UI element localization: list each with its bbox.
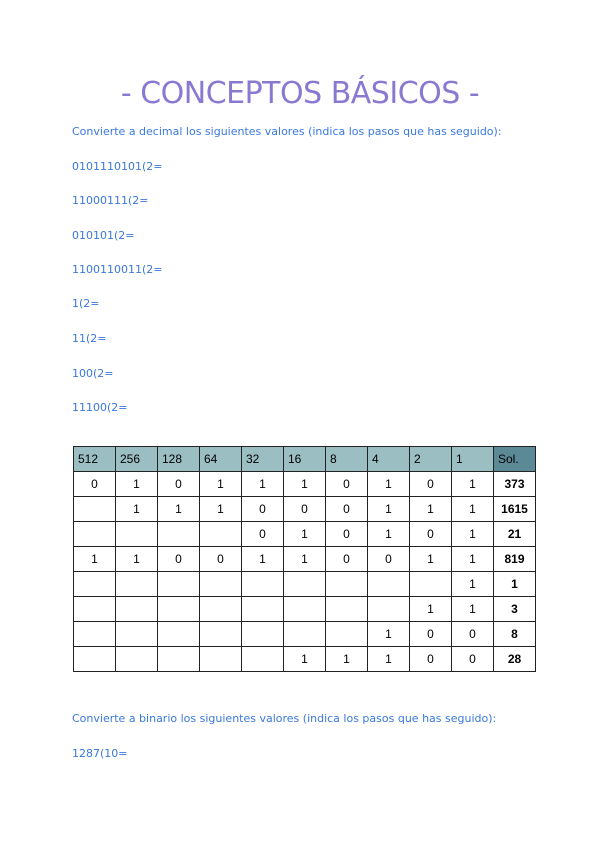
table-cell xyxy=(284,572,326,597)
table-cell: 1 xyxy=(326,647,368,672)
table-cell xyxy=(116,572,158,597)
table-cell: 1 xyxy=(368,647,410,672)
table-cell xyxy=(242,597,284,622)
table-cell: 0 xyxy=(242,522,284,547)
table-row xyxy=(74,547,536,572)
table-header-cell: 32 xyxy=(242,447,284,472)
table-cell xyxy=(200,647,242,672)
table-cell: 0 xyxy=(452,622,494,647)
exercise-item: 11(2= xyxy=(72,332,107,345)
table-cell: 1 xyxy=(116,497,158,522)
table-cell xyxy=(410,572,452,597)
table-row xyxy=(74,497,536,522)
table-cell xyxy=(242,647,284,672)
table-cell xyxy=(158,522,200,547)
table-cell xyxy=(74,647,116,672)
table-cell xyxy=(116,522,158,547)
table-cell xyxy=(326,597,368,622)
exercise-item: 100(2= xyxy=(72,367,114,380)
table-cell: 1 xyxy=(284,547,326,572)
table-cell xyxy=(74,497,116,522)
table-cell xyxy=(116,622,158,647)
table-header-cell: 256 xyxy=(116,447,158,472)
table-row xyxy=(74,647,536,672)
table-cell: 1 xyxy=(452,547,494,572)
table-row xyxy=(74,622,536,647)
table-cell-solution: 1 xyxy=(494,572,536,597)
table-header-cell: 2 xyxy=(410,447,452,472)
table-cell xyxy=(326,622,368,647)
exercise-item: 11100(2= xyxy=(72,401,128,414)
table-cell: 1 xyxy=(200,472,242,497)
table-cell: 1 xyxy=(452,597,494,622)
table-cell: 1 xyxy=(368,522,410,547)
table-cell: 1 xyxy=(74,547,116,572)
table-cell-solution: 819 xyxy=(494,547,536,572)
table-cell: 0 xyxy=(452,647,494,672)
table-cell xyxy=(200,597,242,622)
table-cell: 1 xyxy=(200,497,242,522)
table-cell: 0 xyxy=(410,622,452,647)
table-cell-solution: 3 xyxy=(494,597,536,622)
exercise-item: 1100110011(2= xyxy=(72,263,163,276)
table-cell: 0 xyxy=(326,547,368,572)
exercise-item: 010101(2= xyxy=(72,229,135,242)
table-header-cell: 16 xyxy=(284,447,326,472)
table-cell: 1 xyxy=(284,647,326,672)
table-cell xyxy=(158,597,200,622)
table-row xyxy=(74,522,536,547)
table-cell: 1 xyxy=(452,572,494,597)
table-cell xyxy=(74,522,116,547)
table-row xyxy=(74,572,536,597)
table-cell: 1 xyxy=(242,472,284,497)
table-cell xyxy=(326,572,368,597)
table-cell: 1 xyxy=(452,472,494,497)
table-header-cell: 128 xyxy=(158,447,200,472)
table-cell: 0 xyxy=(326,497,368,522)
table-header-cell: 64 xyxy=(200,447,242,472)
table-cell: 1 xyxy=(410,597,452,622)
table-cell-solution: 8 xyxy=(494,622,536,647)
table-cell: 1 xyxy=(284,522,326,547)
table-cell: 0 xyxy=(158,547,200,572)
table-cell: 0 xyxy=(284,497,326,522)
exercise-item: 11000111(2= xyxy=(72,194,149,207)
table-cell: 1 xyxy=(116,472,158,497)
table-cell xyxy=(242,572,284,597)
table-cell: 0 xyxy=(200,547,242,572)
table-cell: 1 xyxy=(242,547,284,572)
table-cell-solution: 373 xyxy=(494,472,536,497)
table-cell xyxy=(368,572,410,597)
table-header-cell: 8 xyxy=(326,447,368,472)
table-cell xyxy=(116,597,158,622)
table-cell: 1 xyxy=(158,497,200,522)
table-cell xyxy=(200,622,242,647)
table-row xyxy=(74,597,536,622)
table-cell xyxy=(158,622,200,647)
table-header-cell: 512 xyxy=(74,447,116,472)
table-cell xyxy=(200,572,242,597)
table-cell: 0 xyxy=(158,472,200,497)
table-cell xyxy=(368,597,410,622)
table-cell: 1 xyxy=(116,547,158,572)
table-cell-solution: 28 xyxy=(494,647,536,672)
section1-instruction: Convierte a decimal los siguientes valores (indica los pasos que has seguido): xyxy=(72,125,502,138)
section2-instruction: Convierte a binario los siguientes valores (indica los pasos que has seguido): xyxy=(72,712,497,725)
table-header-solution: Sol. xyxy=(494,447,536,472)
table-cell: 0 xyxy=(410,472,452,497)
table-cell: 0 xyxy=(74,472,116,497)
table-cell xyxy=(74,572,116,597)
table-cell xyxy=(158,572,200,597)
table-header-cell: 4 xyxy=(368,447,410,472)
table-cell xyxy=(284,597,326,622)
table-cell: 1 xyxy=(368,497,410,522)
table-cell xyxy=(284,622,326,647)
exercise-item: 1(2= xyxy=(72,297,100,310)
table-cell xyxy=(158,647,200,672)
table-cell xyxy=(242,622,284,647)
binary-table xyxy=(73,446,536,672)
table-cell xyxy=(116,647,158,672)
table-cell: 1 xyxy=(410,497,452,522)
table-row xyxy=(74,472,536,497)
table-cell xyxy=(200,522,242,547)
page-title: - CONCEPTOS BÁSICOS - xyxy=(120,76,480,111)
table-header-row xyxy=(74,447,536,472)
table-cell xyxy=(74,597,116,622)
table-cell: 1 xyxy=(452,497,494,522)
table-cell: 0 xyxy=(326,522,368,547)
exercise-item: 0101110101(2= xyxy=(72,160,163,173)
table-cell: 1 xyxy=(452,522,494,547)
table-cell: 0 xyxy=(326,472,368,497)
table-cell: 0 xyxy=(368,547,410,572)
table-cell-solution: 1615 xyxy=(494,497,536,522)
exercise-item: 1287(10= xyxy=(72,747,128,760)
table-body xyxy=(74,472,536,672)
table-cell: 1 xyxy=(368,472,410,497)
table-cell: 1 xyxy=(410,547,452,572)
table-cell: 0 xyxy=(242,497,284,522)
table-cell xyxy=(74,622,116,647)
table-cell: 1 xyxy=(368,622,410,647)
table-cell-solution: 21 xyxy=(494,522,536,547)
table-cell: 1 xyxy=(284,472,326,497)
table-cell: 0 xyxy=(410,647,452,672)
table-header-cell: 1 xyxy=(452,447,494,472)
table-cell: 0 xyxy=(410,522,452,547)
